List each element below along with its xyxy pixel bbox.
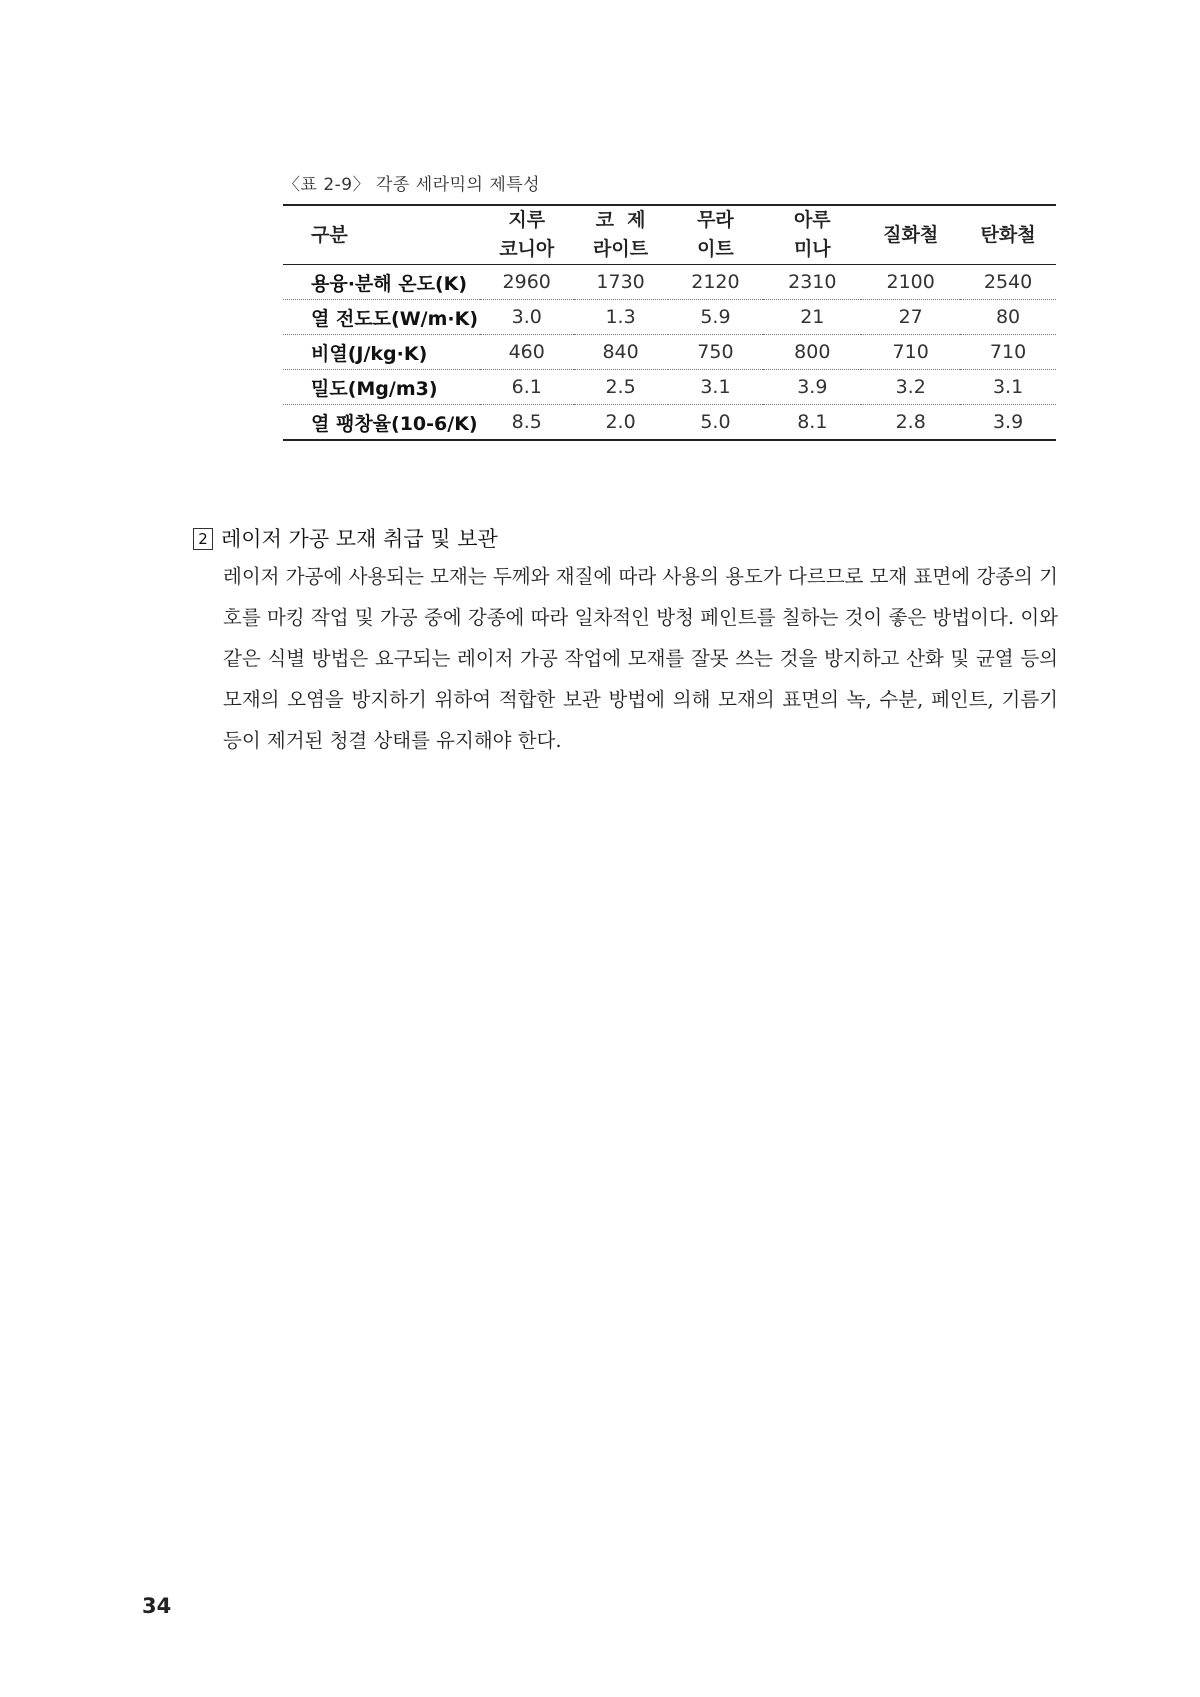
table-cell: 27 [861, 300, 960, 335]
row-label: 밀도(Mg/m3) [283, 370, 480, 405]
table-row [283, 300, 1056, 335]
header-cordierite: 코 제 라이트 [574, 205, 668, 265]
table-cell: 710 [861, 335, 960, 370]
table-cell: 710 [960, 335, 1056, 370]
table-cell: 800 [763, 335, 861, 370]
table-cell: 8.5 [480, 405, 574, 441]
header-alumina: 아루 미나 [763, 205, 861, 265]
table-row [283, 370, 1056, 405]
table-cell: 80 [960, 300, 1056, 335]
table-cell: 3.9 [960, 405, 1056, 441]
header-mullite: 무라 이트 [668, 205, 764, 265]
table-cell: 6.1 [480, 370, 574, 405]
table-cell: 460 [480, 335, 574, 370]
section-paragraph: 레이저 가공에 사용되는 모재는 두께와 재질에 따라 사용의 용도가 다르므로 모재 표면에 강종의 기호를 마킹 작업 및 가공 중에 강종에 따라 일차적인 방청 페인트를 칠하는 것이 좋은 방법이다. 이와 같은 식별 방법은 요구되는 레이저 가공 작업에 모재를 잘못 쓰는 것을 방지하고 산화 및 균열 등의 모재의 오염을 방지하기 위하여 적합한 보관 방법에 의해 모재의 표면의 녹, 수분, 페인트, 기름기 등이 제거된 청결 상태를 유지해야 한다. [223, 565, 1058, 752]
table-cell: 3.9 [763, 370, 861, 405]
table-cell: 2.0 [574, 405, 668, 441]
table-cell: 2310 [763, 265, 861, 300]
table-cell: 3.0 [480, 300, 574, 335]
table-cell: 5.0 [668, 405, 764, 441]
section-title: 레이저 가공 모재 취급 및 보관 [221, 527, 498, 551]
table-cell: 2.8 [861, 405, 960, 441]
table-row [283, 265, 1056, 300]
table-cell: 2.5 [574, 370, 668, 405]
table-row [283, 335, 1056, 370]
table-cell: 2120 [668, 265, 764, 300]
row-label: 비열(J/kg·K) [283, 335, 480, 370]
row-label: 열 전도도(W/m·K) [283, 300, 480, 335]
section-number-box: 2 [193, 528, 213, 550]
header-zirconia: 지루 코니아 [480, 205, 574, 265]
table-cell: 2100 [861, 265, 960, 300]
page-number: 34 [142, 1594, 172, 1618]
table-cell: 3.1 [668, 370, 764, 405]
table-cell: 2540 [960, 265, 1056, 300]
header-category: 구분 [283, 205, 480, 265]
table-cell: 5.9 [668, 300, 764, 335]
table-cell: 8.1 [763, 405, 861, 441]
header-nitride: 질화철 [861, 205, 960, 265]
table-cell: 3.2 [861, 370, 960, 405]
header-carbide: 탄화철 [960, 205, 1056, 265]
row-label: 열 팽창율(10-6/K) [283, 405, 480, 441]
table-cell: 2960 [480, 265, 574, 300]
ceramic-properties-table [283, 204, 1056, 441]
row-label: 용융·분해 온도(K) [283, 265, 480, 300]
section-heading [193, 523, 498, 553]
table-cell: 21 [763, 300, 861, 335]
table-cell: 750 [668, 335, 764, 370]
table-row [283, 405, 1056, 441]
table-caption: 〈표 2-9〉 각종 세라믹의 제특성 [283, 175, 541, 195]
table-header-row [283, 205, 1056, 265]
table-cell: 1730 [574, 265, 668, 300]
table-cell: 3.1 [960, 370, 1056, 405]
table-cell: 1.3 [574, 300, 668, 335]
table-cell: 840 [574, 335, 668, 370]
